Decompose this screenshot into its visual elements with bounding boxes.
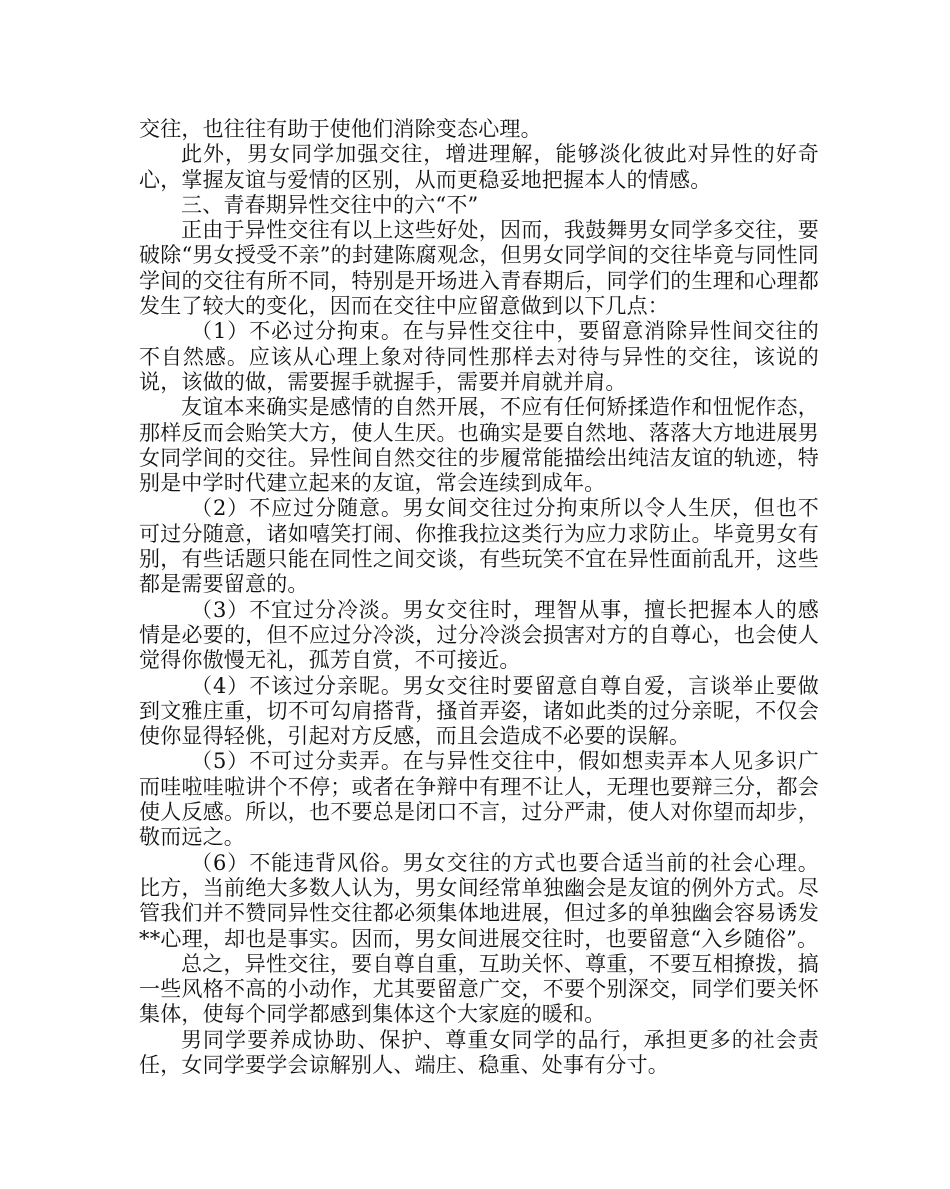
paragraph: 交往，也往往有助于使他们消除变态心理。 <box>139 117 542 141</box>
list-item: （5）不可过分卖弄。在与异性交往中，假如想卖弄本人见多识广而哇啦哇啦讲个不停；或者在争辩中有理不让人，无理也要辩三分，都会使人反感。所以，也不要总是闭口不言，过分严肃，使人对你望而却步，敬而远之。 <box>139 749 819 850</box>
paragraph: 男同学要养成协助、保护、尊重女同学的品行，承担更多的社会责任，女同学要学会谅解别人、端庄、稳重、处事有分寸。 <box>139 1027 819 1077</box>
list-item: （1）不必过分拘束。在与异性交往中，要留意消除异性间交往的不自然感。应该从心理上象对待同性那样去对待与异性的交往，该说的说，该做的做，需要握手就握手，需要并肩就并肩。 <box>139 319 819 394</box>
document-page <box>139 117 819 1078</box>
section-heading: 三、青春期异性交往中的六“不” <box>181 192 479 217</box>
list-item: （4）不该过分亲昵。男女交往时要留意自尊自爱，言谈举止要做到文雅庄重，切不可勾肩搭背，搔首弄姿，诸如此类的过分亲昵，不仅会使你显得轻佻，引起对方反感，而且会造成不必要的误解。 <box>139 673 819 749</box>
paragraph: 此外，男女同学加强交往，增进理解，能够淡化彼此对异性的好奇心，掌握友谊与爱情的区别，从而更稳妥地把握本人的情感。 <box>139 142 819 192</box>
paragraph: 友谊本来确实是感情的自然开展，不应有任何矫揉造作和忸怩作态，那样反而会贻笑大方，使人生厌。也确实是要自然地、落落大方地进展男女同学间的交往。异性间自然交往的步履常能描绘出纯洁友谊的轨迹，特别是中学时代建立起来的友谊，常会连续到成年。 <box>139 395 819 496</box>
list-item: （2）不应过分随意。男女间交往过分拘束所以令人生厌，但也不可过分随意，诸如嘻笑打闹、你推我拉这类行为应力求防止。毕竟男女有别，有些话题只能在同性之间交谈，有些玩笑不宜在异性面前乱开，这些都是需要留意的。 <box>139 496 819 597</box>
list-item: （3）不宜过分冷淡。男女交往时，理智从事，擅长把握本人的感情是必要的，但不应过分冷淡，过分冷淡会损害对方的自尊心，也会使人觉得你傲慢无礼，孤芳自赏，不可接近。 <box>139 597 819 673</box>
list-item: （6）不能违背风俗。男女交往的方式也要合适当前的社会心理。比方，当前绝大多数人认为，男女间经常单独幽会是友谊的例外方式。尽管我们并不赞同异性交往都必须集体地进展，但过多的单独幽会容易诱发**心理，却也是事实。因而，男女间进展交往时，也要留意“入乡随俗”。 <box>139 850 819 951</box>
paragraph: 正由于异性交往有以上这些好处，因而，我鼓舞男女同学多交往，要破除“男女授受不亲”的封建陈腐观念，但男女同学间的交往毕竟与同性同学间的交往有所不同，特别是开场进入青春期后，同学们的生理和心理都发生了较大的变化，因而在交往中应留意做到以下几点： <box>139 218 819 319</box>
paragraph: 总之，异性交往，要自尊自重，互助关怀、尊重，不要互相撩拨，搞一些风格不高的小动作，尤其要留意广交，不要个别深交，同学们要关怀集体，使每个同学都感到集体这个大家庭的暖和。 <box>139 951 819 1027</box>
